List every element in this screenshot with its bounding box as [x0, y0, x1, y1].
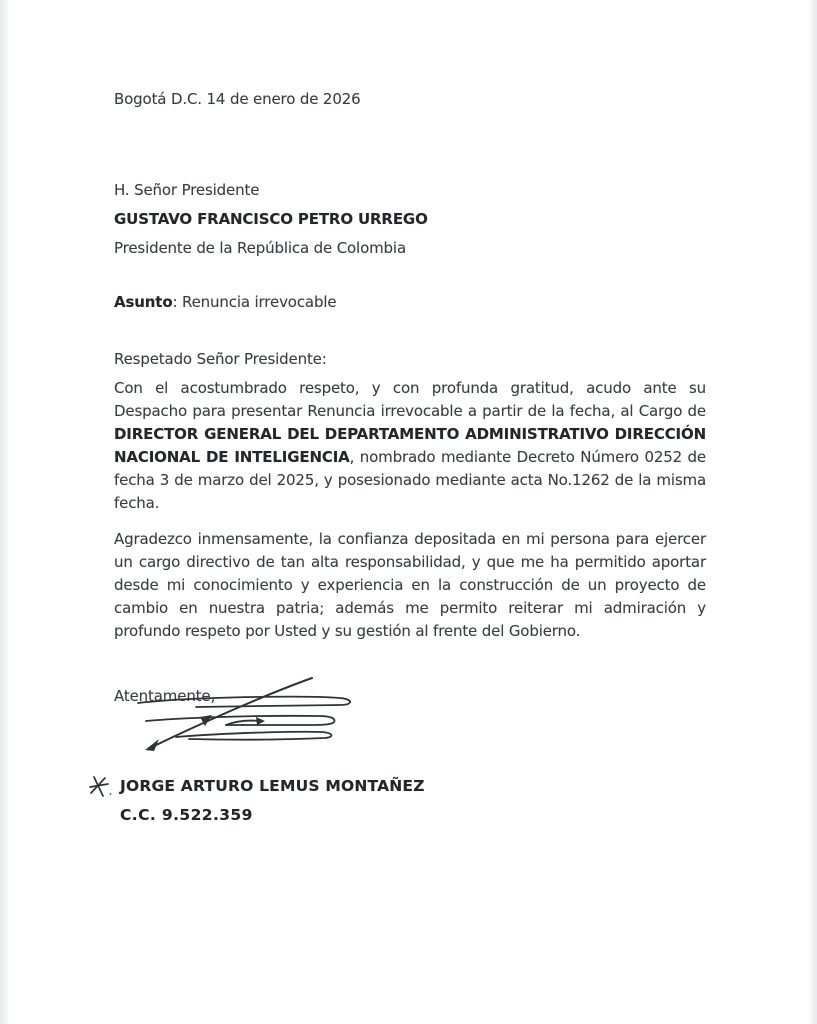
recipient-title: Presidente de la República de Colombia: [114, 239, 406, 257]
signatory-id: C.C. 9.522.359: [120, 806, 253, 824]
closing-block: [114, 679, 706, 775]
recipient-name: GUSTAVO FRANCISCO PETRO URREGO: [114, 210, 428, 228]
signatory-name: JORGE ARTURO LEMUS MONTAÑEZ: [120, 777, 425, 795]
handwritten-signature-scribble-icon: [134, 677, 364, 759]
signatory-row: [88, 775, 706, 798]
subject-line: [114, 291, 706, 314]
paper-edge-left: [0, 0, 10, 1024]
recipient-salutation: H. Señor Presidente: [114, 181, 260, 199]
body-paragraph: Con el acostumbrado respeto, y con profunda gratitud, acudo ante su Despacho para presentar Renuncia irrevocable a partir de la fecha, al Cargo de DIRECTOR GENERAL DEL DEPARTAMENTO ADMINISTRATIVO DIRECCIÓN NACIONAL DE INTELIGENCIA, nombrado mediante Decreto Número 0252 de fecha 3 de marzo del 2025, y posesionado mediante acta No.1262 de la misma fecha.: [114, 379, 706, 512]
date-line: Bogotá D.C. 14 de enero de 2026: [114, 90, 361, 108]
closing-salutation: Atentamente,: [114, 687, 216, 705]
greeting: Respetado Señor Presidente:: [114, 350, 327, 368]
body-paragraph: Agradezco inmensamente, la confianza depositada en mi persona para ejercer un cargo directivo de tan alta responsabilidad, y que me ha permitido aportar desde mi conocimiento y experiencia en la construcción de un proyecto de cambio en nuestra patria; además me permito reiterar mi admiración y profundo respeto por Usted y su gestión al frente del Gobierno.: [114, 530, 706, 640]
subject-text: : Renuncia irrevocable: [172, 293, 337, 311]
paper-edge-right: [808, 0, 817, 1024]
recipient-block: [114, 179, 706, 260]
handwritten-asterisk-icon: [88, 776, 112, 798]
letter-content: [114, 0, 706, 827]
subject-label: Asunto: [114, 293, 173, 311]
